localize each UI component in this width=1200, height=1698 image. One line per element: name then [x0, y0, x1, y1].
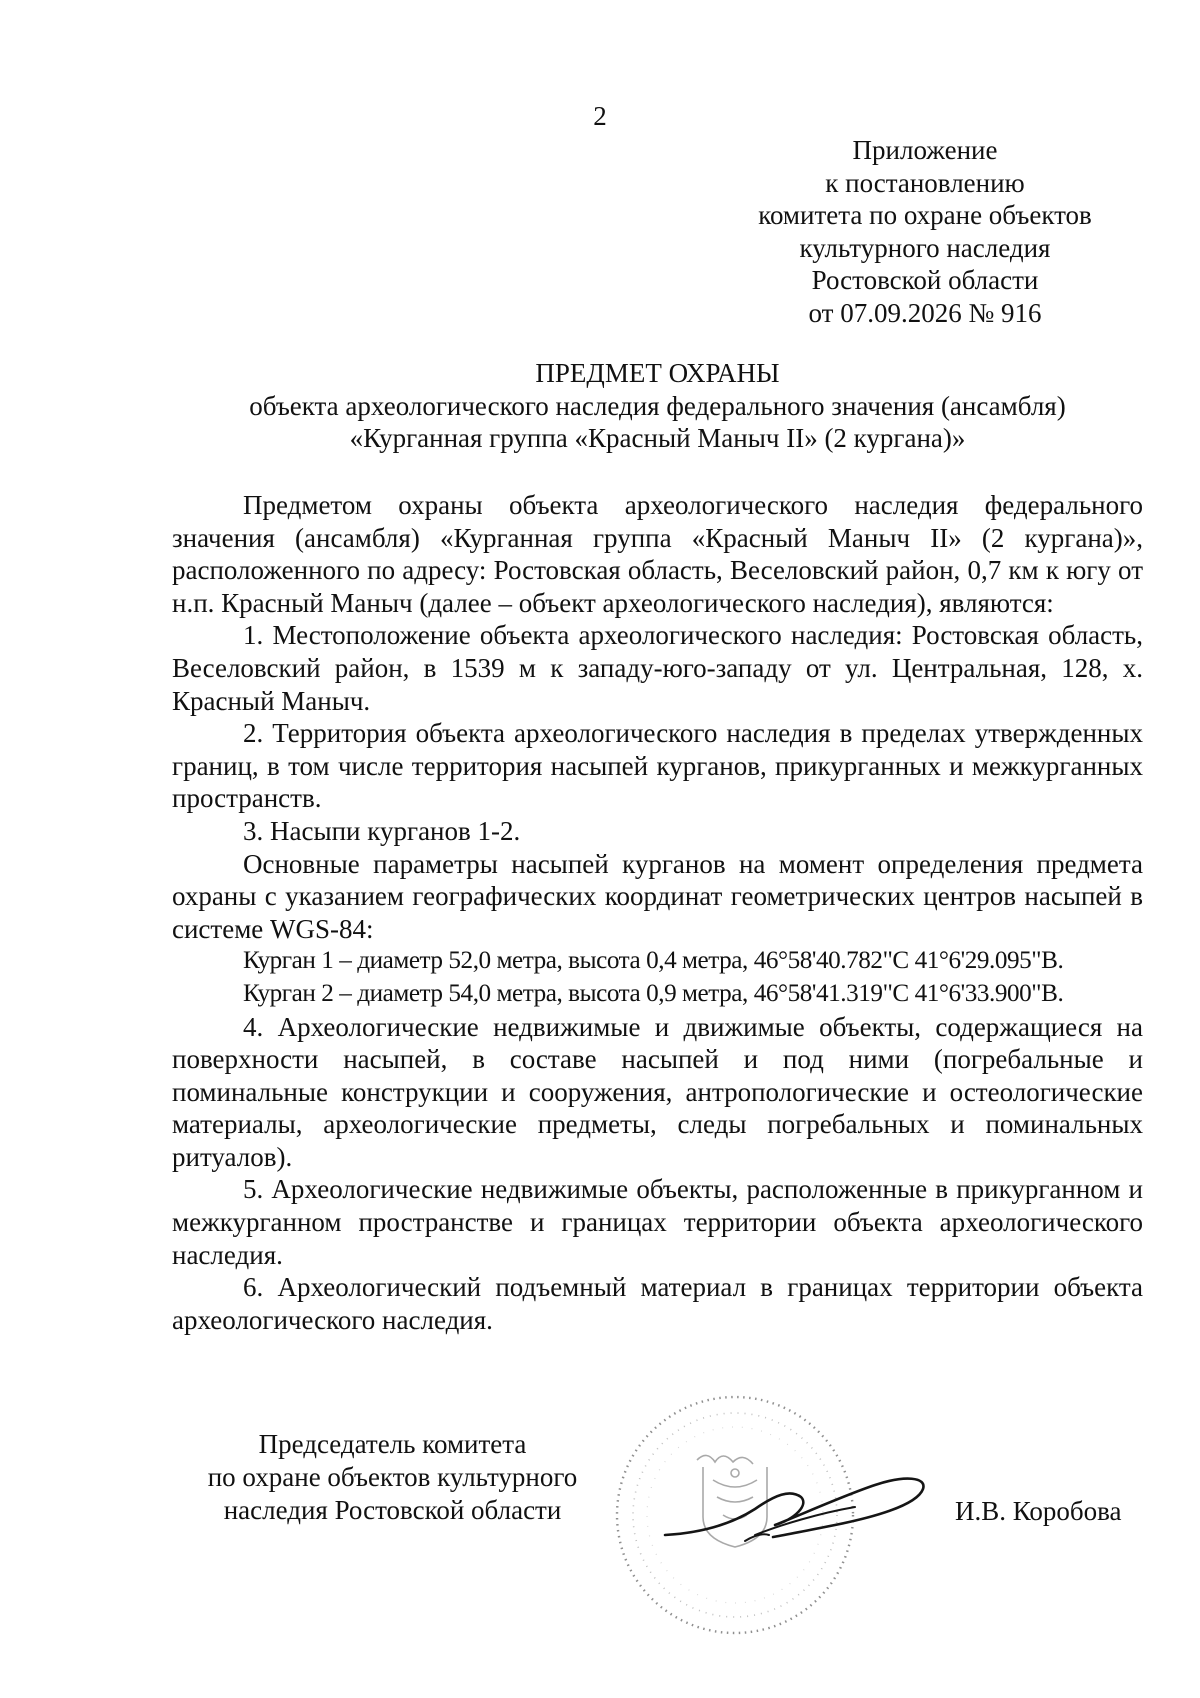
position-line: по охране объектов культурного [207, 1462, 578, 1492]
signatory-name: И.В. Коробова [955, 1496, 1122, 1526]
seal-inner-ring [633, 1413, 837, 1617]
seal-emblem-icon [697, 1455, 767, 1547]
position-line: наследия Ростовской области [223, 1495, 562, 1525]
position-line: Председатель комитета [258, 1429, 527, 1459]
page-number: 2 [593, 101, 607, 131]
document-body [172, 489, 1143, 1336]
title-subline: объекта археологического наследия федерального значения (ансамбля) [249, 390, 1066, 421]
title-subline: «Курганная группа «Красный Маныч II» (2 кургана)» [349, 423, 966, 453]
kurgan-2-params: Курган 2 – диаметр 54,0 метра, высота 0,9 метра, 46°58'41.319"С 41°6'33.900"В. [243, 979, 1064, 1007]
appendix-line: комитета по охране объектов [758, 200, 1092, 230]
intro-paragraph: Предметом охраны объекта археологического наследия федерального значения (ансамбля) «Курганная группа «Красный Маныч II» (2 кургана)», расположенного по адресу: Ростовская область, Веселовский район, 0,7 км к югу от н.п. Красный Маныч (далее – объект археологического наследия), являются: [172, 490, 1143, 618]
item-immovable-objects: 5. Археологические недвижимые объекты, расположенные в прикурганном и межкурганном пространстве и границах территории объекта археологического наследия. [172, 1174, 1143, 1270]
document-title [170, 357, 1145, 455]
appendix-header [740, 134, 1110, 329]
appendix-line: к постановлению [825, 167, 1025, 198]
kurgan-1-params: Курган 1 – диаметр 52,0 метра, высота 0,4 метра, 46°58'40.782"С 41°6'29.095"В. [243, 947, 1064, 975]
params-paragraph: Основные параметры насыпей курганов на момент определения предмета охраны с указанием географических координат геометрических центров насыпей в системе WGS-84: [172, 848, 1143, 944]
appendix-line: культурного наследия [799, 232, 1051, 263]
item-surface-material: 6. Археологический подъемный материал в границах территории объекта археологического наследия. [172, 1272, 1143, 1335]
item-location: 1. Местоположение объекта археологического наследия: Ростовская область, Веселовский район, в 1539 м к западу-юго-западу от ул. Центральная, 128, х. Красный Маныч. [172, 620, 1143, 716]
item-mounds: 3. Насыпи курганов 1-2. [243, 815, 521, 846]
appendix-line: Ростовской области [811, 265, 1039, 295]
appendix-line: Приложение [852, 135, 998, 165]
seal-and-signature [605, 1385, 945, 1645]
signatory-position [180, 1428, 605, 1527]
appendix-date-number: от 07.09.2026 № 916 [808, 297, 1042, 328]
item-territory: 2. Территория объекта археологического наследия в пределах утвержденных границ, в том числе территория насыпей курганов, прикурганных и межкурганных пространств. [172, 718, 1143, 814]
item-objects: 4. Археологические недвижимые и движимые объекты, содержащиеся на поверхности насыпей, в составе насыпей и под ними (погребальные и поминальные конструкции и сооружения, антропологические и остеологические материалы, археологические предметы, следы погребальных и поминальных ритуалов). [172, 1011, 1143, 1172]
title-heading: ПРЕДМЕТ ОХРАНЫ [535, 358, 780, 388]
